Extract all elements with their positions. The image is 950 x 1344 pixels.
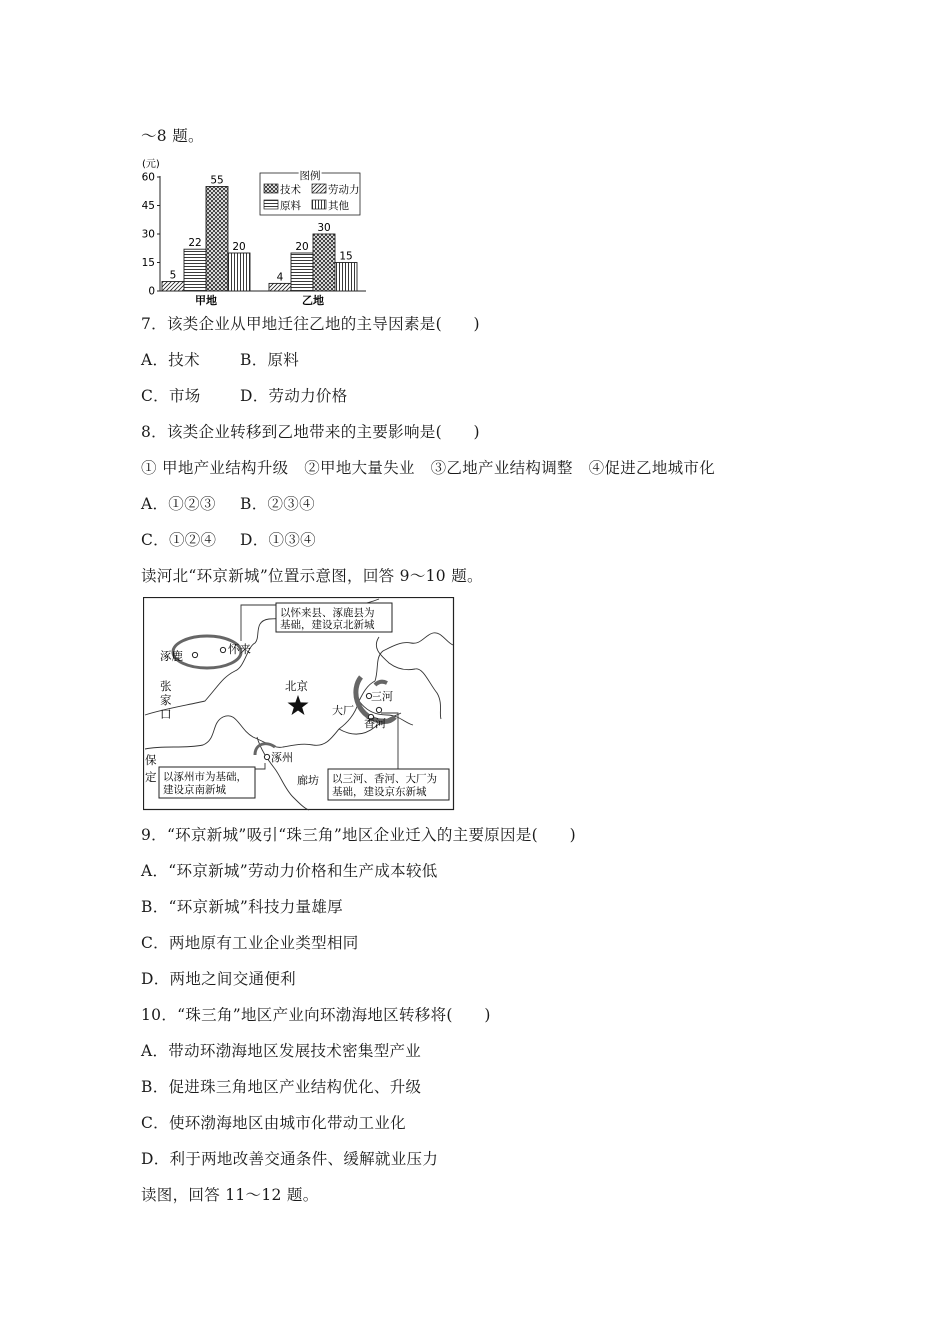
bar-原料 (184, 249, 206, 291)
q9-option-c[interactable]: C．两地原有工业企业类型相同 (141, 934, 359, 952)
q8-stem: 8．该类企业转移到乙地带来的主要影响是( ) (141, 423, 480, 441)
y-axis-unit: (元) (142, 159, 160, 170)
bar-value-label: 20 (232, 241, 246, 253)
y-tick-label: 45 (141, 200, 155, 212)
south-box-line2: 建设京南新城 (163, 784, 226, 796)
intro-line: ～8 题。 (141, 127, 204, 145)
label-zhuolu: 涿鹿 (160, 649, 183, 663)
q9-option-d[interactable]: D．两地之间交通便利 (141, 970, 296, 988)
q10-option-b[interactable]: B．促进珠三角地区产业结构优化、升级 (141, 1078, 422, 1096)
y-tick-label: 15 (141, 257, 155, 269)
next-intro: 读图，回答 11～12 题。 (141, 1186, 319, 1204)
legend-label: 劳动力 (328, 184, 360, 196)
legend-swatch (312, 200, 326, 209)
bar-劳动力 (162, 282, 184, 292)
category-label: 甲地 (195, 294, 217, 307)
q7-option-b[interactable]: B．原料 (240, 351, 300, 369)
bar-value-label: 20 (295, 241, 309, 253)
bar-技术 (313, 234, 335, 291)
label-zhangjiakou-2: 家 (160, 693, 172, 707)
south-box-line1: 以涿州市为基础， (163, 771, 247, 783)
east-box-line2: 基础，建设京东新城 (332, 786, 427, 798)
q10-option-c[interactable]: C．使环渤海地区由城市化带动工业化 (141, 1114, 406, 1132)
q8-option-a[interactable]: A．①②③ (141, 495, 216, 513)
q8-option-d[interactable]: D．①③④ (240, 531, 316, 549)
bar-value-label: 15 (339, 250, 353, 263)
bar-value-label: 5 (169, 269, 177, 282)
label-langfang: 廊坊 (297, 774, 319, 787)
label-beijing: 北京 (285, 679, 308, 693)
label-baoding-1: 保 (145, 753, 157, 767)
label-baoding-2: 定 (145, 770, 157, 784)
bar-劳动力 (269, 283, 291, 291)
q10-option-a[interactable]: A．带动环渤海地区发展技术密集型产业 (141, 1042, 422, 1060)
q7-option-c[interactable]: C．市场 (141, 387, 201, 405)
legend-swatch (264, 200, 278, 209)
label-zhuozhou: 涿州 (271, 751, 293, 764)
y-tick-label: 30 (141, 228, 155, 241)
y-tick-label: 0 (148, 285, 155, 298)
north-box-line1: 以怀来县、涿鹿县为 (280, 607, 375, 619)
y-tick-label: 60 (141, 171, 155, 184)
q10-option-d[interactable]: D．利于两地改善交通条件、缓解就业压力 (141, 1150, 439, 1168)
bar-value-label: 22 (188, 237, 202, 250)
q8-option-b[interactable]: B．②③④ (240, 495, 315, 513)
q7-stem: 7．该类企业从甲地迁往乙地的主导因素是( ) (141, 315, 480, 333)
q8-option-c[interactable]: C．①②④ (141, 531, 217, 549)
q8-items: ① 甲地产业结构升级 ②甲地大量失业 ③乙地产业结构调整 ④促进乙地城市化 (141, 459, 716, 477)
q10-stem: 10．“珠三角”地区产业向环渤海地区转移将( ) (141, 1006, 491, 1024)
category-label: 乙地 (302, 294, 324, 307)
legend-label: 技术 (280, 184, 301, 196)
location-map (143, 597, 455, 811)
legend-title: 图例 (299, 170, 321, 182)
label-sanhe: 三河 (371, 690, 393, 703)
label-huailai: 怀来 (228, 642, 251, 656)
bar-value-label: 4 (276, 271, 284, 284)
legend-label: 原料 (280, 200, 301, 212)
bar-原料 (291, 253, 313, 291)
map-intro: 读河北“环京新城”位置示意图，回答 9～10 题。 (141, 567, 483, 585)
bar-其他 (335, 263, 357, 292)
q7-option-d[interactable]: D．劳动力价格 (240, 387, 348, 405)
east-box-line1: 以三河、香河、大厂为 (332, 773, 437, 785)
q9-stem: 9．“环京新城”吸引“珠三角”地区企业迁入的主要原因是( ) (141, 826, 576, 844)
label-dachang: 大厂 (332, 704, 354, 717)
bar-技术 (206, 187, 228, 292)
q7-option-a[interactable]: A．技术 (141, 351, 200, 369)
bar-value-label: 55 (210, 174, 224, 187)
label-zhangjiakou-3: 口 (160, 707, 172, 721)
bar-chart (140, 157, 375, 307)
q9-option-a[interactable]: A．“环京新城”劳动力价格和生产成本较低 (141, 862, 438, 880)
legend-label: 其他 (328, 200, 349, 212)
bar-其他 (228, 253, 250, 291)
legend-swatch (312, 184, 326, 193)
north-box-line2: 基础，建设京北新城 (280, 619, 375, 631)
label-zhangjiakou-1: 张 (160, 679, 172, 693)
q9-option-b[interactable]: B．“环京新城”科技力量雄厚 (141, 898, 343, 916)
label-xianghe: 香河 (364, 717, 386, 730)
chart-legend (260, 169, 360, 215)
bar-value-label: 30 (317, 222, 331, 234)
legend-swatch (264, 184, 278, 193)
